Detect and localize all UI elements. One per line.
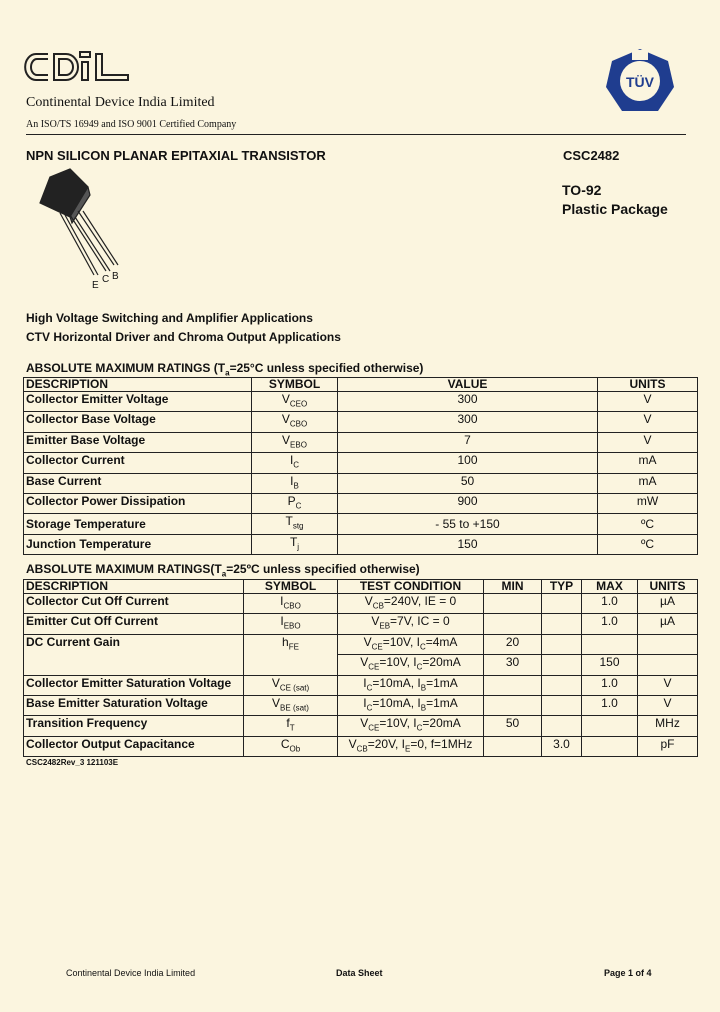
ratings-symbol: $T_{stg}$ — [252, 514, 338, 534]
ratings-row — [24, 453, 698, 473]
char-symbol: $f_T$ — [244, 716, 338, 736]
ratings-unit: ºC — [598, 534, 698, 554]
char-unit: pF — [638, 736, 698, 756]
char-symbol: $h_{FE}$ — [244, 634, 338, 675]
characteristics-section-title: ABSOLUTE MAXIMUM $RATINGS(T_a=25ºC$ unless specified otherwise) — [26, 562, 420, 579]
char-max: 1.0 — [582, 614, 638, 634]
ratings-value: 300 — [338, 412, 598, 432]
ratings-symbol: $I_C$ — [252, 453, 338, 473]
ratings-row — [24, 392, 698, 412]
char-description: Emitter Cut Off Current — [24, 614, 244, 634]
char-unit: MHz — [638, 716, 698, 736]
package-type: TO-92 — [562, 182, 602, 198]
footer-page-number: Page 1 of 4 — [604, 968, 652, 978]
transistor-icon — [30, 165, 140, 295]
char-typ — [542, 614, 582, 634]
char-symbol: $V_{BE (sat)}$ — [244, 695, 338, 715]
ratings-description: Collector Power Dissipation — [24, 493, 252, 513]
char-unit: µA — [638, 614, 698, 634]
package-material: Plastic Package — [562, 201, 668, 217]
characteristics-row — [24, 594, 698, 614]
char-description: Collector Cut Off Current — [24, 594, 244, 614]
char-max: 1.0 — [582, 594, 638, 614]
col-value: VALUE — [338, 378, 598, 392]
col-symbol: SYMBOL — [252, 378, 338, 392]
col-max: MAX — [582, 580, 638, 594]
char-typ — [542, 634, 582, 654]
char-typ — [542, 675, 582, 695]
ratings-unit: V — [598, 432, 698, 452]
ratings-section-title: ABSOLUTE MAXIMUM RATINGS ($T_a=25^\circ C$ unless specified otherwise) — [26, 361, 424, 378]
char-unit: V — [638, 675, 698, 695]
to92-drawing — [30, 165, 140, 300]
char-test-condition: $V_{CE}=10V$, $I_C=20mA$ — [338, 655, 484, 675]
characteristics-row — [24, 675, 698, 695]
char-typ: 3.0 — [542, 736, 582, 756]
ratings-unit: V — [598, 392, 698, 412]
char-test-condition: $V_{CE}=10V$, $I_C=20mA$ — [338, 716, 484, 736]
ratings-row — [24, 473, 698, 493]
ratings-value: 50 — [338, 473, 598, 493]
char-description: Transition Frequency — [24, 716, 244, 736]
char-symbol: $I_{EBO}$ — [244, 614, 338, 634]
char-test-condition: $V_{CB}=20V$, $I_E=0$, f=1MHz — [338, 736, 484, 756]
char-min — [484, 675, 542, 695]
characteristics-row — [24, 695, 698, 715]
ratings-description: Base Current — [24, 473, 252, 493]
ratings-row — [24, 534, 698, 554]
tuv-seal-icon — [604, 47, 676, 117]
char-description: Base Emitter Saturation Voltage — [24, 695, 244, 715]
char-min: 50 — [484, 716, 542, 736]
ratings-description: Collector Current — [24, 453, 252, 473]
cdil-logo — [24, 48, 134, 91]
char-typ — [542, 594, 582, 614]
char-typ — [542, 655, 582, 675]
char-description: Collector Output Capacitance — [24, 736, 244, 756]
col-test-condition: TEST CONDITION — [338, 580, 484, 594]
cdil-logo-icon — [24, 48, 134, 86]
part-number: CSC2482 — [563, 148, 620, 163]
ratings-value: 900 — [338, 493, 598, 513]
ratings-row — [24, 412, 698, 432]
char-unit: V — [638, 695, 698, 715]
absolute-ratings-table — [23, 377, 698, 555]
header-divider — [26, 134, 686, 135]
col-min: MIN — [484, 580, 542, 594]
char-min: 30 — [484, 655, 542, 675]
char-unit — [638, 655, 698, 675]
svg-text:TÜV: TÜV — [626, 74, 654, 90]
char-max — [582, 716, 638, 736]
certification-line: An ISO/TS 16949 and ISO 9001 Certified Company — [26, 119, 237, 130]
char-max — [582, 634, 638, 654]
char-min — [484, 614, 542, 634]
ratings-description: Junction Temperature — [24, 534, 252, 554]
col-symbol: SYMBOL — [244, 580, 338, 594]
ratings-description: Emitter Base Voltage — [24, 432, 252, 452]
ratings-unit: ºC — [598, 514, 698, 534]
ratings-symbol: $V_{EBO}$ — [252, 432, 338, 452]
ratings-unit: mW — [598, 493, 698, 513]
characteristics-header-row — [24, 580, 698, 594]
revision-code: CSC2482Rev_3 121103E — [26, 758, 119, 767]
char-unit — [638, 634, 698, 654]
ratings-description: Collector Emitter Voltage — [24, 392, 252, 412]
characteristics-row — [24, 736, 698, 756]
product-title: NPN SILICON PLANAR EPITAXIAL TRANSISTOR — [26, 148, 326, 163]
characteristics-row — [24, 716, 698, 736]
ratings-row — [24, 493, 698, 513]
col-typ: TYP — [542, 580, 582, 594]
col-description: DESCRIPTION — [24, 378, 252, 392]
characteristics-row — [24, 634, 698, 654]
tuv-seal — [604, 47, 676, 122]
ratings-value: 7 — [338, 432, 598, 452]
char-symbol: $V_{CE (sat)}$ — [244, 675, 338, 695]
char-unit: µA — [638, 594, 698, 614]
ratings-symbol: $I_B$ — [252, 473, 338, 493]
char-typ — [542, 716, 582, 736]
ratings-row — [24, 514, 698, 534]
application-1: High Voltage Switching and Amplifier Applications — [26, 311, 313, 325]
col-units: UNITS — [598, 378, 698, 392]
ratings-unit: mA — [598, 453, 698, 473]
char-test-condition: $V_{CE}=10V$, $I_C=4mA$ — [338, 634, 484, 654]
char-typ — [542, 695, 582, 715]
electrical-characteristics-table — [23, 579, 698, 757]
ratings-symbol: $V_{CBO}$ — [252, 412, 338, 432]
pin-c-label: C — [102, 274, 110, 285]
application-2: CTV Horizontal Driver and Chroma Output Applications — [26, 330, 341, 344]
char-min — [484, 594, 542, 614]
char-max: 150 — [582, 655, 638, 675]
char-test-condition: $V_{CB}=240V$, IE = 0 — [338, 594, 484, 614]
pin-b-label: B — [112, 271, 119, 282]
ratings-value: 300 — [338, 392, 598, 412]
char-description: DC Current Gain — [24, 634, 244, 675]
ratings-symbol: $P_C$ — [252, 493, 338, 513]
char-description: Collector Emitter Saturation Voltage — [24, 675, 244, 695]
ratings-value: 100 — [338, 453, 598, 473]
char-min — [484, 736, 542, 756]
ratings-value: - 55 to +150 — [338, 514, 598, 534]
char-test-condition: $I_C=10mA$, $I_B=1mA$ — [338, 675, 484, 695]
ratings-symbol: $T_j$ — [252, 534, 338, 554]
char-symbol: $I_{CBO}$ — [244, 594, 338, 614]
pin-e-label: E — [92, 280, 99, 291]
ratings-description: Collector Base Voltage — [24, 412, 252, 432]
col-units: UNITS — [638, 580, 698, 594]
characteristics-row — [24, 614, 698, 634]
ratings-value: 150 — [338, 534, 598, 554]
ratings-unit: V — [598, 412, 698, 432]
ratings-unit: mA — [598, 473, 698, 493]
char-min: 20 — [484, 634, 542, 654]
char-max: 1.0 — [582, 675, 638, 695]
ratings-symbol: $V_{CEO}$ — [252, 392, 338, 412]
ratings-row — [24, 432, 698, 452]
ratings-description: Storage Temperature — [24, 514, 252, 534]
footer-doc-type: Data Sheet — [336, 968, 383, 978]
char-test-condition: $V_{EB}=7V$, IC = 0 — [338, 614, 484, 634]
char-symbol: $C_{Ob}$ — [244, 736, 338, 756]
char-test-condition: $I_C=10mA$, $I_B=1mA$ — [338, 695, 484, 715]
footer-company: Continental Device India Limited — [66, 968, 196, 978]
ratings-header-row — [24, 378, 698, 392]
col-description: DESCRIPTION — [24, 580, 244, 594]
char-min — [484, 695, 542, 715]
company-name: Continental Device India Limited — [26, 95, 215, 110]
char-max: 1.0 — [582, 695, 638, 715]
char-max — [582, 736, 638, 756]
